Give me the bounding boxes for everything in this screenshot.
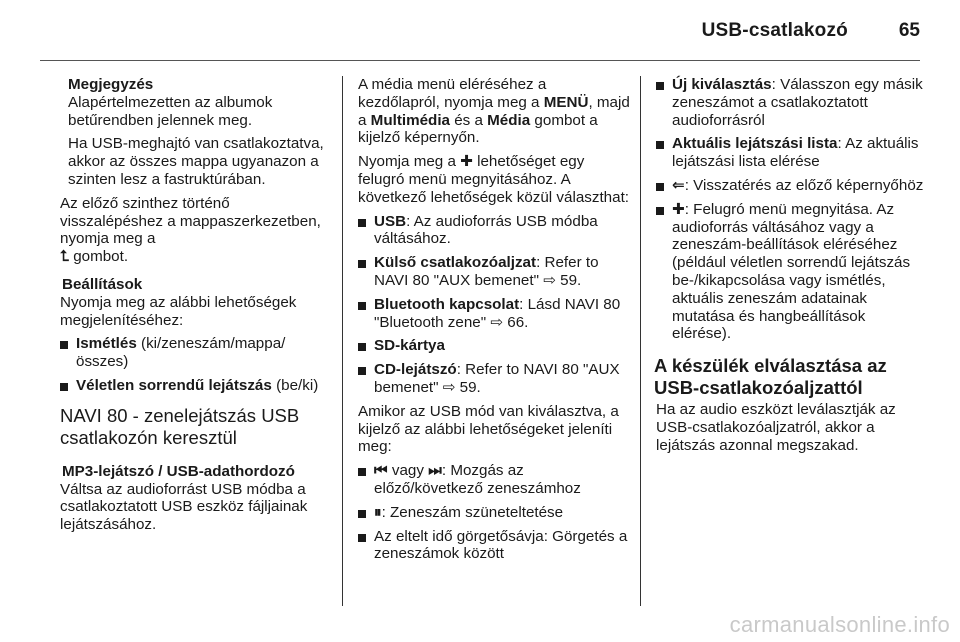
- list-item: [358, 504, 632, 522]
- list-item: [358, 254, 632, 290]
- item-text: : Az audioforrás USB módba váltásához.: [374, 212, 598, 248]
- item-text: Az eltelt idő görgetősávja: Görgetés a zeneszámok között: [374, 527, 628, 563]
- disconnect-text: Ha az audio eszközt leválasztják az USB-csatlakozóaljzatról, akkor a lejátszás azonnal megszakad.: [656, 401, 896, 454]
- intro-text: és a: [450, 111, 488, 129]
- bullet-icon: [358, 367, 366, 375]
- list-item: [60, 335, 332, 371]
- back-tail: gombot.: [68, 248, 129, 266]
- section-heading: NAVI 80 - zenelejátszás USB csatlakozón keresztül: [60, 404, 300, 448]
- item-text: : Refer to NAVI 80 "AUX bemenet" ⇨ 59.: [374, 254, 599, 289]
- column-divider-1: [342, 76, 343, 606]
- page-title: USB-csatlakozó: [701, 20, 848, 41]
- item-label: CD-lejátszó: [374, 361, 457, 379]
- item-label: SD-kártya: [374, 337, 445, 355]
- back-text: Az előző szinthez történő visszalépéshez a mappaszerkezetben, nyomja meg a: [60, 194, 321, 248]
- intro-text: , majd a: [358, 93, 630, 129]
- list-item: [656, 135, 926, 171]
- media-options-list: [656, 76, 926, 343]
- previous-track-icon: ⏮: [374, 462, 388, 480]
- column-divider-2: [640, 76, 641, 606]
- bullet-icon: [358, 510, 366, 518]
- item-text: : Lásd NAVI 80 "Bluetooth zene" ⇨ 66.: [374, 295, 621, 331]
- media-label: Média: [487, 111, 531, 129]
- bullet-icon: [656, 183, 664, 191]
- intro-text: A média menü eléréséhez a kezdőlapról, nyomja meg a: [358, 76, 547, 111]
- bullet-icon: [60, 383, 68, 391]
- next-track-icon: ⏭: [428, 462, 442, 480]
- media-intro: [358, 76, 632, 147]
- item-text: : Visszatérés az előző képernyőhöz: [684, 176, 924, 194]
- source-options-list: [358, 213, 632, 397]
- list-item: [656, 201, 926, 343]
- item-label: Új kiválasztás: [672, 76, 772, 93]
- list-item: [358, 337, 632, 355]
- bullet-icon: [60, 341, 68, 349]
- usb-mode-text: Amikor az USB mód van kiválasztva, a kijelző az alábbi lehetőségeket jeleníti meg:: [358, 402, 619, 456]
- back-arrow-icon: ⇐: [672, 176, 685, 194]
- popup-text: lehetőséget egy felugró menü megnyitásához. A következő lehetőségek közül választhat:: [358, 153, 630, 206]
- settings-list: [60, 335, 332, 394]
- item-label: USB: [374, 212, 407, 230]
- list-item: [358, 462, 632, 498]
- item-text: : Mozgás az előző/következő zeneszámhoz: [374, 462, 581, 497]
- settings-title: Beállítások: [62, 275, 143, 293]
- disconnect-heading: A készülék elválasztása az USB-csatlakozóaljzattól: [654, 355, 887, 399]
- item-label: Külső csatlakozóaljzat: [374, 254, 537, 272]
- header-divider: [40, 60, 920, 61]
- plus-icon: ✚: [460, 153, 473, 171]
- popup-text: Nyomja meg a: [358, 153, 461, 171]
- intro-text: gombot a kijelző képernyőn.: [358, 111, 598, 147]
- item-text: : Válasszon egy másik zeneszámot a csatlakoztatott audioforrásról: [672, 76, 923, 129]
- item-text: (ki/zeneszám/mappa/összes): [76, 335, 286, 371]
- bullet-icon: [656, 207, 664, 215]
- list-item: [358, 361, 632, 397]
- bullet-icon: [358, 468, 366, 476]
- note-title: Megjegyzés: [68, 76, 154, 93]
- item-text: vagy: [387, 462, 429, 480]
- page-number: 65: [898, 20, 920, 41]
- item-label: Aktuális lejátszási lista: [672, 135, 838, 153]
- menu-label: MENÜ: [543, 93, 589, 111]
- item-text: : Zeneszám szüneteltetése: [381, 503, 564, 521]
- usb-controls-list: [358, 462, 632, 563]
- column-1: [62, 76, 332, 540]
- popup-instruction: [358, 153, 632, 206]
- settings-text: Nyomja meg az alábbi lehetőségek megjelenítéséhez:: [60, 293, 297, 329]
- bullet-icon: [656, 141, 664, 149]
- mp3-title: MP3-lejátszó / USB-adathordozó: [62, 462, 295, 480]
- bullet-icon: [358, 534, 366, 542]
- list-item: [358, 528, 632, 564]
- bullet-icon: [358, 219, 366, 227]
- page-header: [0, 0, 960, 62]
- list-item: [656, 177, 926, 195]
- item-text: : Az aktuális lejátszási lista elérése: [672, 135, 919, 171]
- column-3: [656, 76, 926, 461]
- column-2: [358, 76, 632, 569]
- item-text: : Felugró menü megnyitása. Az audioforrás váltásához vagy a zeneszám-beállítások eléréséhez (például véletlen sorrendű lejátszás be-/kikapcsolása vagy ismétlés, aktuális zeneszám adatainak mutatása és hangbeállítások elérése).: [672, 200, 911, 343]
- note-text-1: Alapértelmezetten az albumok betűrendben jelennek meg.: [68, 93, 273, 129]
- plus-icon: ✚: [672, 200, 685, 218]
- bullet-icon: [358, 343, 366, 351]
- back-folder-icon: ⮤: [60, 248, 69, 266]
- mp3-text: Váltsa az audioforrást USB módba a csatlakoztatott USB eszköz fájljainak lejátszásához.: [60, 480, 308, 534]
- bullet-icon: [358, 302, 366, 310]
- bullet-icon: [656, 82, 664, 90]
- watermark: carmanualsonline.info: [729, 612, 950, 637]
- note-text-2: Ha USB-meghajtó van csatlakoztatva, akkor az összes mappa ugyanazon a szinten lesz a fastruktúrában.: [68, 135, 324, 188]
- list-item: [358, 213, 632, 249]
- list-item: [656, 76, 926, 129]
- item-label: Bluetooth kapcsolat: [374, 295, 520, 313]
- pause-icon: ⏸: [374, 503, 382, 521]
- item-label: Véletlen sorrendű lejátszás: [76, 376, 272, 394]
- bullet-icon: [358, 260, 366, 268]
- note-box: [68, 76, 332, 189]
- list-item: [60, 377, 332, 395]
- back-instruction: [60, 195, 332, 266]
- multimedia-label: Multimédia: [370, 111, 450, 129]
- item-label: Ismétlés: [76, 335, 137, 353]
- item-text: (be/ki): [271, 376, 319, 394]
- list-item: [358, 296, 632, 332]
- item-text: : Refer to NAVI 80 "AUX bemenet" ⇨ 59.: [374, 361, 620, 396]
